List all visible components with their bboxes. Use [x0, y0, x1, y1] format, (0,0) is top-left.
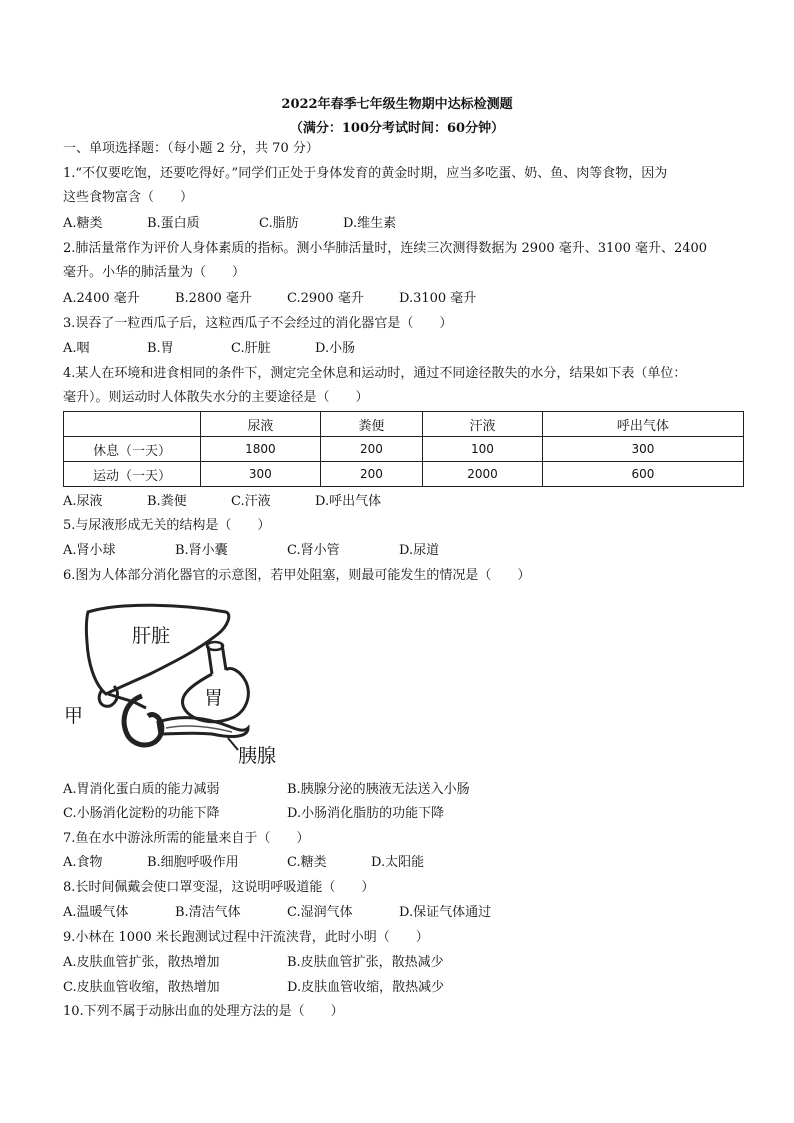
q1-option-a: A.糖类 — [63, 216, 103, 231]
q7-option-d: D.太阳能 — [371, 855, 425, 870]
question-3-line1: 3.误吞了一粒西瓜子后，这粒西瓜子不会经过的消化器官是（ ） — [63, 316, 453, 331]
q2-option-c: C.2900 毫升 — [287, 291, 364, 306]
table-header-cell: 尿液 — [201, 412, 321, 437]
jia-label: 甲 — [64, 705, 84, 727]
table-header-cell — [64, 412, 201, 437]
q3-option-c: C.肝脏 — [231, 341, 271, 356]
q9-option-d: D.皮肤血管收缩，散热减少 — [287, 980, 445, 995]
q6-option-b: B.胰腺分泌的胰液无法送入小肠 — [287, 782, 470, 797]
table-header-cell: 粪便 — [320, 412, 422, 437]
q8-option-b: B.清洁气体 — [175, 905, 241, 920]
q7-option-a: A.食物 — [63, 855, 103, 870]
q1-option-c: C.脂肪 — [259, 216, 299, 231]
question-2-line2: 毫升。小华的肺活量为（ ） — [63, 265, 246, 280]
duodenum-shape — [124, 696, 162, 745]
q6-option-d: D.小肠消化脂肪的功能下降 — [287, 806, 445, 821]
q8-option-d: D.保证气体通过 — [399, 905, 492, 920]
q5-option-a: A.肾小球 — [63, 543, 116, 558]
table-row — [64, 462, 744, 487]
question-6-line1: 6.图为人体部分消化器官的示意图，若甲处阻塞，则最可能发生的情况是（ ） — [63, 568, 531, 583]
q3-option-b: B.胃 — [147, 341, 174, 356]
q6-option-a: A.胃消化蛋白质的能力减弱 — [63, 782, 220, 797]
table-cell: 1800 — [201, 437, 321, 462]
q8-option-a: A.温暖气体 — [63, 905, 129, 920]
liver-label: 肝脏 — [132, 625, 171, 647]
q4-option-a: A.尿液 — [63, 494, 103, 509]
table-row — [64, 437, 744, 462]
table-cell: 2000 — [423, 462, 543, 487]
question-9-line1: 9.小林在 1000 米长跑测试过程中汗流浃背，此时小明（ ） — [63, 930, 429, 945]
q9-option-b: B.皮肤血管扩张，散热减少 — [287, 955, 444, 970]
q2-option-a: A.2400 毫升 — [63, 291, 140, 306]
q4-option-c: C.汗液 — [231, 494, 271, 509]
table-cell: 运动（一天） — [64, 462, 201, 487]
table-cell: 300 — [542, 437, 743, 462]
q2-option-d: D.3100 毫升 — [399, 291, 477, 306]
q5-option-b: B.肾小囊 — [175, 543, 228, 558]
q3-option-a: A.咽 — [63, 341, 90, 356]
water-loss-table — [63, 411, 744, 487]
q1-option-b: B.蛋白质 — [147, 216, 200, 231]
question-1-line1: 1.“不仅要吃饱，还要吃得好。”同学们正处于身体发育的黄金时期，应当多吃蛋、奶、鱼、肉等食物，因为 — [63, 166, 668, 181]
table-header-cell: 汗液 — [423, 412, 543, 437]
question-10-line1: 10.下列不属于动脉出血的处理方法的是（ ） — [63, 1004, 344, 1019]
digestive-organs-figure — [62, 598, 294, 770]
pancreas-label: 胰腺 — [238, 745, 277, 767]
q5-option-d: D.尿道 — [399, 543, 440, 558]
table-header-cell: 呼出气体 — [542, 412, 743, 437]
exam-subtitle: （满分：100分考试时间：60分钟） — [289, 121, 505, 136]
q5-option-c: C.肾小管 — [287, 543, 340, 558]
question-2-line1: 2.肺活量常作为评价人身体素质的指标。测小华肺活量时，连续三次测得数据为 2900 毫升、3100 毫升、2400 — [63, 241, 708, 256]
table-cell: 200 — [320, 437, 422, 462]
question-4-line2: 毫升）。则运动时人体散失水分的主要途径是（ ） — [63, 390, 369, 405]
table-cell: 600 — [542, 462, 743, 487]
table-cell: 100 — [423, 437, 543, 462]
q7-option-c: C.糖类 — [287, 855, 327, 870]
exam-title: 2022年春季七年级生物期中达标检测题 — [281, 97, 513, 112]
q2-option-b: B.2800 毫升 — [175, 291, 252, 306]
question-8-line1: 8.长时间佩戴会使口罩变湿，这说明呼吸道能（ ） — [63, 880, 375, 895]
q6-option-c: C.小肠消化淀粉的功能下降 — [63, 806, 220, 821]
q9-option-a: A.皮肤血管扩张，散热增加 — [63, 955, 220, 970]
table-cell: 休息（一天） — [64, 437, 201, 462]
q7-option-b: B.细胞呼吸作用 — [147, 855, 239, 870]
q8-option-c: C.湿润气体 — [287, 905, 353, 920]
question-5-line1: 5.与尿液形成无关的结构是（ ） — [63, 518, 271, 533]
section-heading: 一、单项选择题：（每小题 2 分，共 70 分） — [63, 141, 319, 156]
q3-option-d: D.小肠 — [315, 341, 356, 356]
question-1-line2: 这些食物富含（ ） — [63, 190, 194, 205]
table-header-row — [64, 412, 744, 437]
q1-option-d: D.维生素 — [343, 216, 397, 231]
q9-option-c: C.皮肤血管收缩，散热增加 — [63, 980, 220, 995]
table-cell: 200 — [320, 462, 422, 487]
question-7-line1: 7.鱼在水中游泳所需的能量来自于（ ） — [63, 831, 310, 846]
table-cell: 300 — [201, 462, 321, 487]
question-4-line1: 4.某人在环境和进食相同的条件下，测定完全休息和运动时，通过不同途径散失的水分，结果如下表（单位： — [63, 366, 687, 381]
q4-option-d: D.呼出气体 — [315, 494, 382, 509]
stomach-label: 胃 — [204, 687, 224, 709]
q4-option-b: B.粪便 — [147, 494, 187, 509]
